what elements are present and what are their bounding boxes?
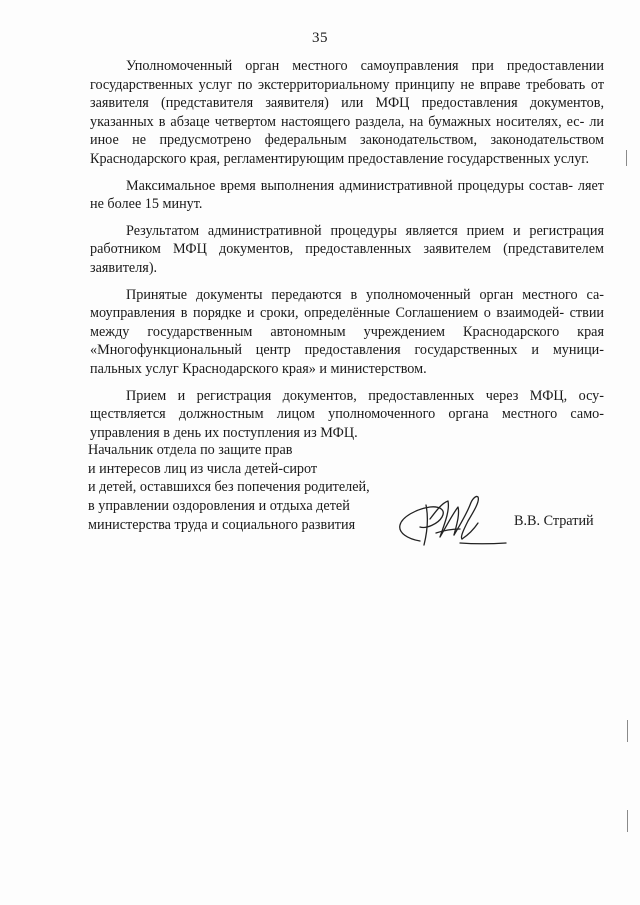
document-body <box>90 57 604 442</box>
signatory-name: В.В. Стратий <box>514 513 594 529</box>
paragraph-registration <box>90 387 604 443</box>
paragraph-line: ствии между государственным автономным учреждением Краснодарского края <box>90 305 605 340</box>
position-line: и детей, оставшихся без попечения родителей, <box>88 479 370 496</box>
scan-edge-mark <box>626 150 627 166</box>
paragraph-result <box>90 222 604 278</box>
paragraph-line: Максимальное время выполнения административной процедуры состав- <box>126 177 574 194</box>
paragraph-line: работником МФЦ документов, предоставленных заявителем (представителем <box>90 241 604 258</box>
position-line: Начальник отдела по защите прав <box>88 442 293 458</box>
paragraph-line: «Многофункциональный центр предоставления государственных и муници- <box>90 342 604 359</box>
paragraph-line: Прием и регистрация документов, предоставленных через МФЦ, осу- <box>126 387 604 404</box>
paragraph-line: Краснодарского края, регламентирующим предоставление государственных <box>90 150 551 167</box>
paragraph-line: заявителя). <box>90 259 158 276</box>
position-line: и интересов лиц из числа детей-сирот <box>88 460 318 477</box>
signature-block <box>88 441 608 535</box>
paragraph-transfer <box>90 286 604 379</box>
page-number: 35 <box>312 30 328 46</box>
paragraph-line: Уполномоченный орган местного самоуправления при предоставлении <box>126 58 604 74</box>
paragraph-extraterritorial <box>90 57 604 169</box>
signatory-position <box>88 441 388 535</box>
paragraph-line: услуг. <box>553 150 590 167</box>
scan-edge-mark <box>627 810 628 832</box>
paragraph-line: от заявителя (представителя заявителя) или МФЦ предоставления документов, <box>90 76 605 112</box>
paragraph-line: ли иное не предусмотрено федеральным законодательством, законодательством <box>90 113 604 149</box>
scan-edge-mark <box>627 720 628 742</box>
paragraph-line: моуправления в порядке и сроки, определённые Соглашением о взаимодей- <box>90 305 565 322</box>
paragraph-line: пальных услуг Краснодарского края» и министерством. <box>90 360 427 377</box>
paragraph-line: Результатом административной процедуры является прием и регистрация <box>126 222 604 239</box>
position-line: в управлении оздоровления и отдыха детей <box>88 498 350 515</box>
paragraph-line: Принятые документы передаются в уполномоченный орган местного са- <box>126 286 604 303</box>
paragraph-line: указанных в абзаце четвертом настоящего раздела, на бумажных носителях, ес- <box>90 113 585 130</box>
paragraph-max-time <box>90 177 604 214</box>
paragraph-line: государственных услуг по экстерриториальному принципу не вправе требовать <box>90 76 586 93</box>
handwritten-signature-icon <box>390 489 508 551</box>
paragraph-line: ществляется должностным лицом уполномоченного органа местного само- <box>90 406 604 423</box>
paragraph-line: ляет не более 15 минут. <box>90 177 604 213</box>
paragraph-line: управления в день их поступления из МФЦ. <box>90 424 358 441</box>
position-line: министерства труда и социального развития <box>88 516 356 533</box>
